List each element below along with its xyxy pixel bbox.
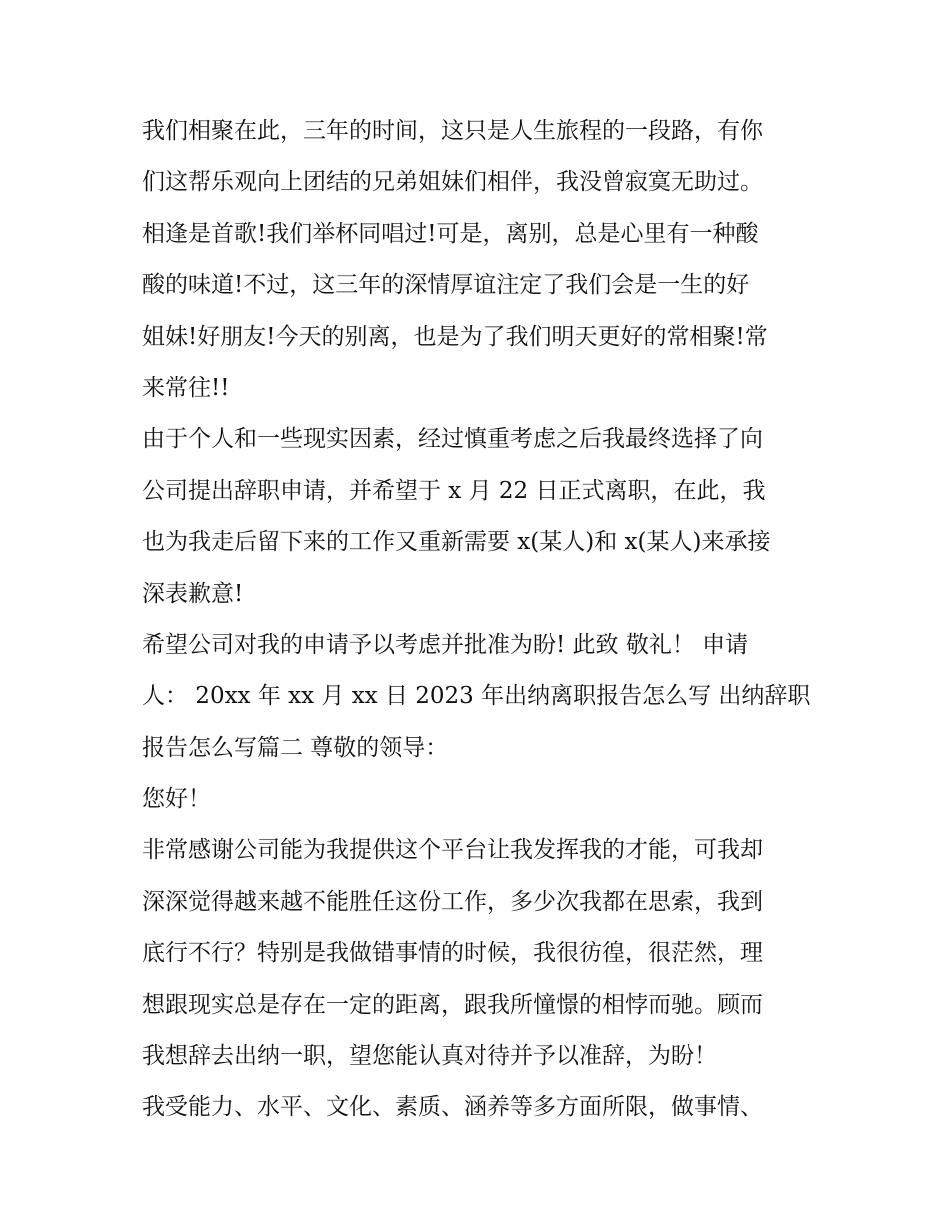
text-line-19: 我想辞去出纳一职，望您能认真对待并予以准辞，为盼！ [142,1043,717,1070]
text-line-3: 相逢是首歌!我们举杯同唱过!可是，离别，总是心里有一种酸 [142,220,759,247]
text-line-20: 我受能力、水平、文化、素质、涵养等多方面所限，做事情、 [142,1094,763,1121]
text-line-17: 底行不行？特别是我做错事情的时候，我很彷徨，很茫然，理 [142,940,763,967]
text-line-18: 想跟现实总是存在一定的距离，跟我所憧憬的相悖而驰。顾而 [142,991,763,1018]
text-line-11: 希望公司对我的申请予以考虑并批准为盼! 此致 敬礼！ 申请 [142,631,749,658]
text-line-12: 人： 20xx 年 xx 月 xx 日 2023 年出纳离职报告怎么写 出纳辞职 [142,683,811,710]
text-line-14: 您好！ [142,786,211,813]
text-line-13: 报告怎么写篇二 尊敬的领导： [142,734,449,761]
text-line-6: 来常往!! [142,374,230,401]
text-line-5: 姐妹!好朋友!今天的别离，也是为了我们明天更好的常相聚!常 [142,323,768,350]
text-line-2: 们这帮乐观向上团结的兄弟姐妹们相伴，我没曾寂寞无助过。 [142,169,763,196]
text-line-8: 公司提出辞职申请，并希望于 x 月 22 日正式离职，在此，我 [142,477,766,504]
text-line-1: 我们相聚在此，三年的时间，这只是人生旅程的一段路，有你 [142,118,763,144]
text-line-4: 酸的味道!不过，这三年的深情厚谊注定了我们会是一生的好 [142,272,750,299]
text-line-9: 也为我走后留下来的工作又重新需要 x(某人)和 x(某人)来承接 [142,529,771,556]
text-line-16: 深深觉得越来越不能胜任这份工作，多少次我都在思索，我到 [142,888,763,915]
document-body [142,106,814,1134]
text-line-10: 深表歉意! [142,580,244,607]
text-line-7: 由于个人和一些现实因素，经过慎重考虑之后我最终选择了向 [142,426,763,453]
text-line-15: 非常感谢公司能为我提供这个平台让我发挥我的才能，可我却 [142,837,763,864]
